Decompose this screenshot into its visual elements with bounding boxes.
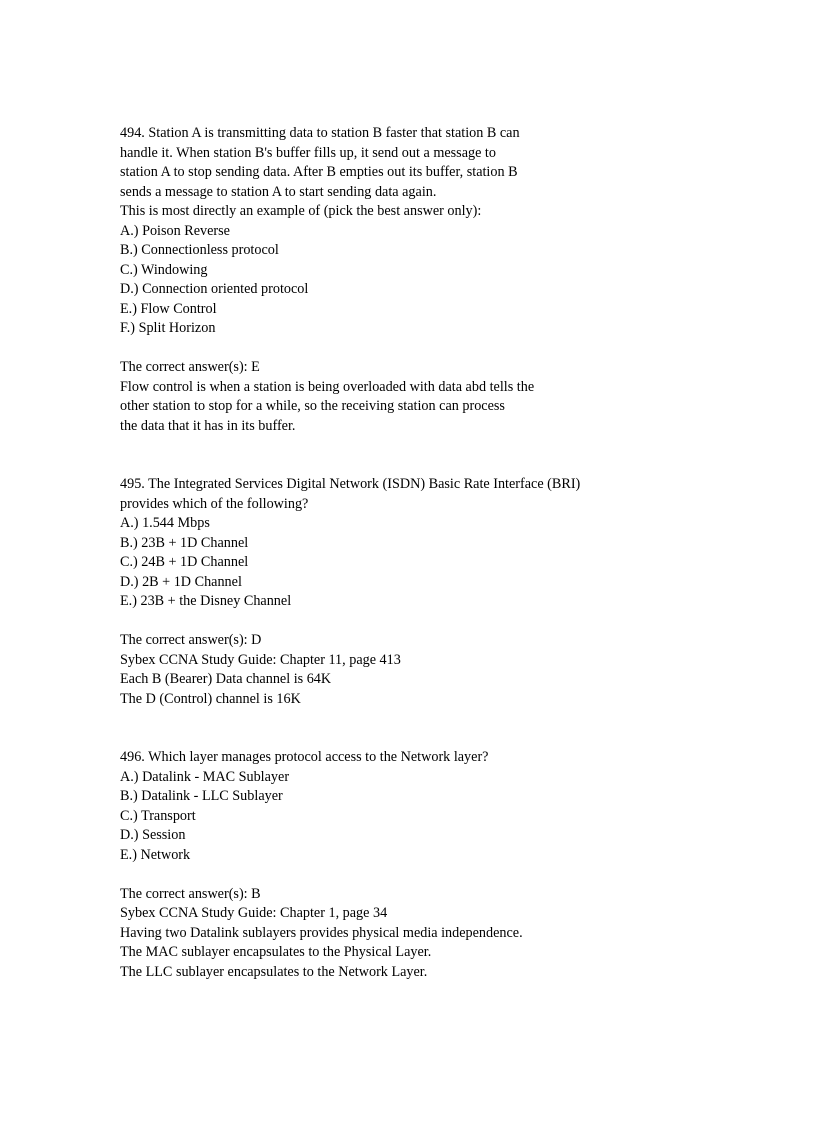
question-text-line: 495. The Integrated Services Digital Network (ISDN) Basic Rate Interface (BRI)	[120, 476, 581, 492]
answer-option: D.) Connection oriented protocol	[120, 281, 309, 297]
spacer	[120, 612, 760, 632]
question-text-line: handle it. When station B's buffer fills up, it send out a message to	[120, 144, 496, 161]
answer-option: C.) Windowing	[120, 261, 208, 278]
answer-option: D.) Session	[120, 827, 186, 843]
explanation-line: Flow control is when a station is being overloaded with data abd tells the	[120, 378, 535, 395]
answer-option: A.) Poison Reverse	[120, 222, 230, 239]
answer-option: B.) Connectionless protocol	[120, 242, 279, 258]
answer-option: B.) Datalink - LLC Sublayer	[120, 788, 283, 804]
answer-option: E.) Flow Control	[120, 300, 217, 317]
spacer	[120, 339, 760, 359]
explanation-line: Having two Datalink sublayers provides physical media independence.	[120, 924, 523, 941]
question-block-495	[120, 475, 760, 709]
answer-option: D.) 2B + 1D Channel	[120, 573, 242, 590]
question-block-496	[120, 748, 760, 982]
answer-option: A.) 1.544 Mbps	[120, 515, 210, 531]
answer-option: B.) 23B + 1D Channel	[120, 534, 249, 551]
spacer	[120, 865, 760, 885]
question-text-line: 494. Station A is transmitting data to station B faster that station B can	[120, 125, 520, 141]
answer-option: E.) Network	[120, 846, 191, 863]
question-text-line: This is most directly an example of (pick the best answer only):	[120, 203, 482, 219]
explanation-line: other station to stop for a while, so the receiving station can process	[120, 398, 505, 414]
explanation-line: The LLC sublayer encapsulates to the Network Layer.	[120, 963, 428, 980]
question-text-line: provides which of the following?	[120, 495, 309, 512]
explanation-line: The D (Control) channel is 16K	[120, 690, 301, 707]
correct-answer: The correct answer(s): D	[120, 632, 262, 648]
question-text-line: sends a message to station A to start sending data again.	[120, 183, 437, 200]
explanation-line: Sybex CCNA Study Guide: Chapter 1, page 34	[120, 905, 388, 921]
spacer	[120, 709, 760, 748]
spacer	[120, 436, 760, 475]
explanation-line: The MAC sublayer encapsulates to the Physical Layer.	[120, 944, 432, 960]
explanation-line: the data that it has in its buffer.	[120, 417, 296, 434]
answer-option: A.) Datalink - MAC Sublayer	[120, 768, 290, 785]
question-text-line: 496. Which layer manages protocol access to the Network layer?	[120, 749, 489, 765]
correct-answer: The correct answer(s): B	[120, 885, 261, 902]
question-text-line: station A to stop sending data. After B empties out its buffer, station B	[120, 164, 518, 180]
explanation-line: Each B (Bearer) Data channel is 64K	[120, 671, 332, 687]
document-page	[120, 124, 760, 982]
correct-answer: The correct answer(s): E	[120, 359, 260, 375]
answer-option: F.) Split Horizon	[120, 320, 216, 336]
question-block-494	[120, 124, 760, 436]
explanation-line: Sybex CCNA Study Guide: Chapter 11, page 413	[120, 651, 401, 668]
answer-option: C.) Transport	[120, 807, 196, 824]
answer-option: C.) 24B + 1D Channel	[120, 554, 249, 570]
answer-option: E.) 23B + the Disney Channel	[120, 593, 292, 609]
